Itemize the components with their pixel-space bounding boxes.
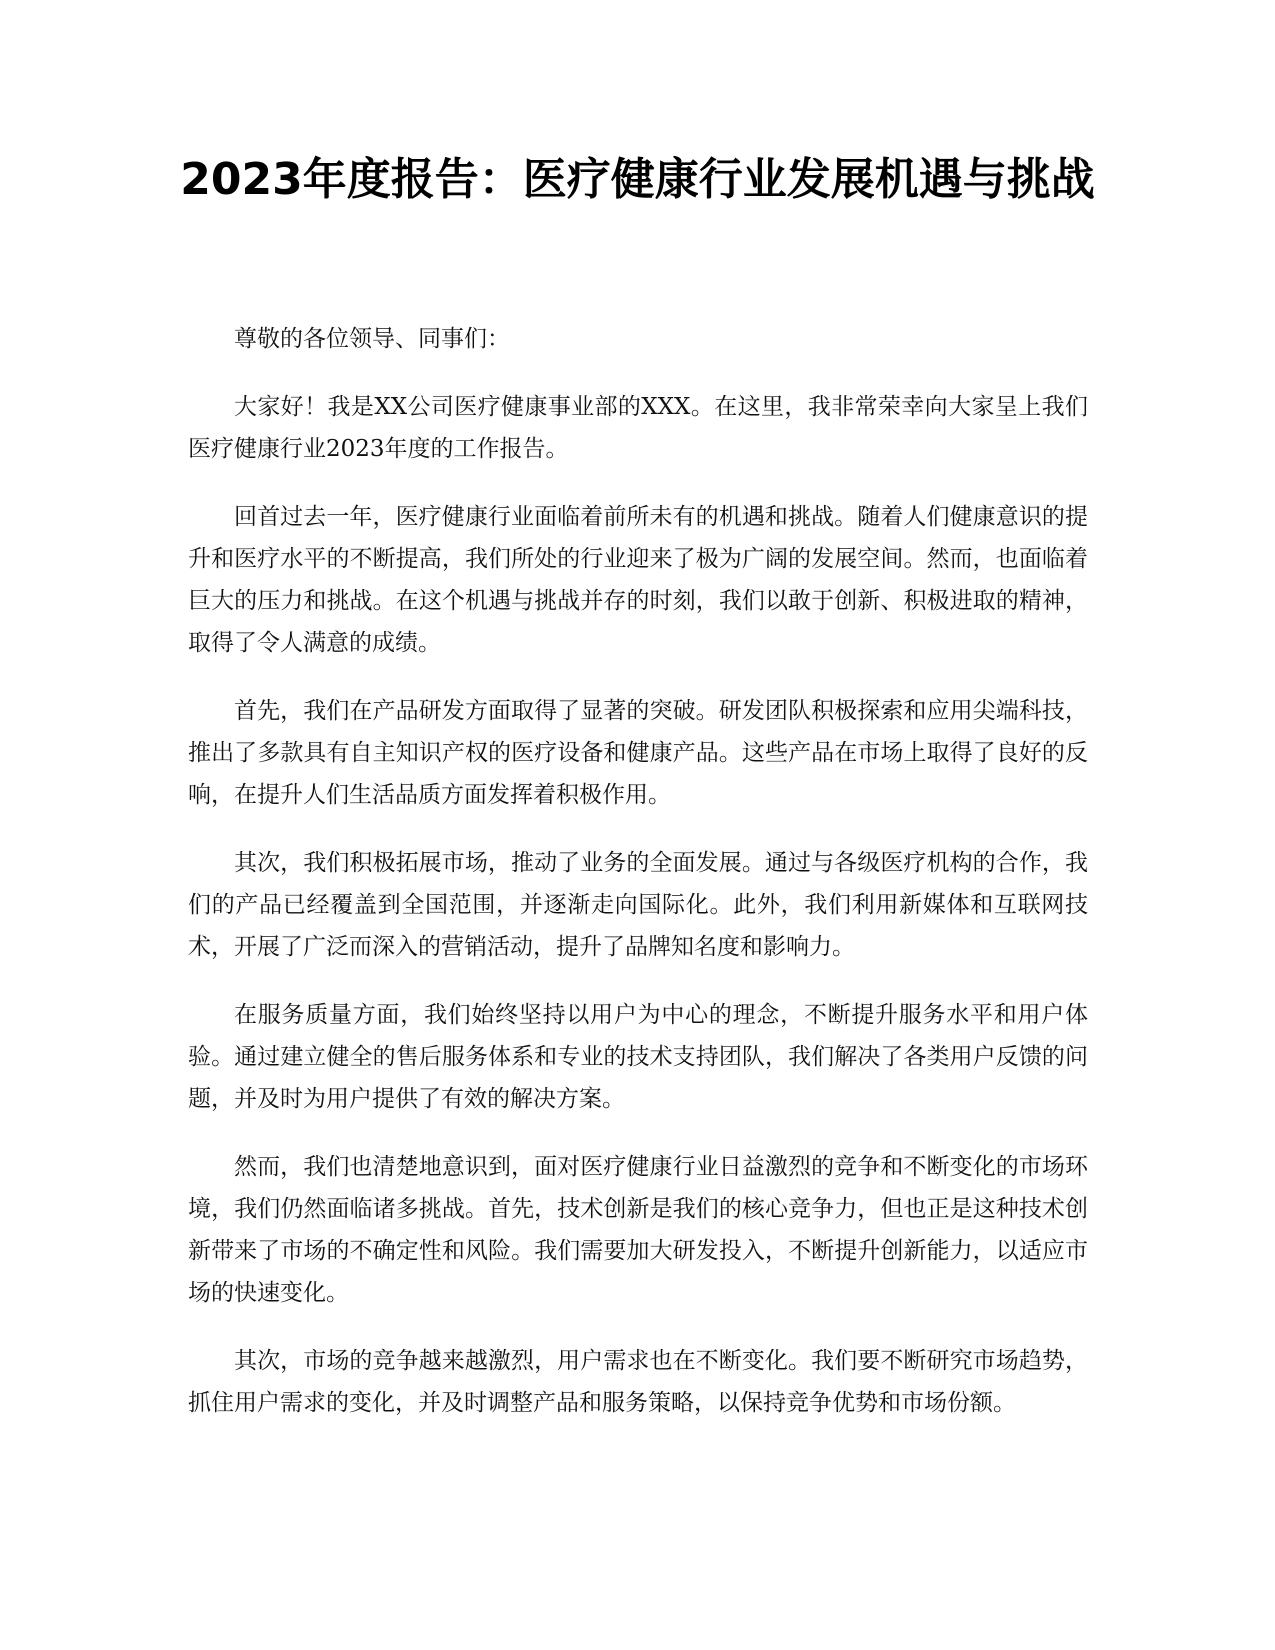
paragraph-greeting: 尊敬的各位领导、同事们： — [234, 326, 510, 352]
paragraph-introduction: 大家好！我是XX公司医疗健康事业部的XXX。在这里，我非常荣幸向大家呈上我们医疗健康行业2023年度的工作报告。 — [188, 394, 1088, 462]
paragraph-competition: 其次，市场的竞争越来越激烈，用户需求也在不断变化。我们要不断研究市场趋势，抓住用户需求的变化，并及时调整产品和服务策略，以保持竞争优势和市场份额。 — [188, 1348, 1088, 1416]
document-body — [188, 318, 1088, 1450]
paragraph-market-expansion: 其次，我们积极拓展市场，推动了业务的全面发展。通过与各级医疗机构的合作，我们的产品已经覆盖到全国范围，并逐渐走向国际化。此外，我们利用新媒体和互联网技术，开展了广泛而深入的营销活动，提升了品牌知名度和影响力。 — [188, 850, 1088, 960]
paragraph-service-quality: 在服务质量方面，我们始终坚持以用户为中心的理念，不断提升服务水平和用户体验。通过建立健全的售后服务体系和专业的技术支持团队，我们解决了各类用户反馈的问题，并及时为用户提供了有效的解决方案。 — [188, 1002, 1088, 1112]
paragraph-review: 回首过去一年，医疗健康行业面临着前所未有的机遇和挑战。随着人们健康意识的提升和医疗水平的不断提高，我们所处的行业迎来了极为广阔的发展空间。然而，也面临着巨大的压力和挑战。在这个机遇与挑战并存的时刻，我们以敢于创新、积极进取的精神，取得了令人满意的成绩。 — [188, 504, 1088, 656]
paragraph-product-rd: 首先，我们在产品研发方面取得了显著的突破。研发团队积极探索和应用尖端科技，推出了多款具有自主知识产权的医疗设备和健康产品。这些产品在市场上取得了良好的反响，在提升人们生活品质方面发挥着积极作用。 — [188, 698, 1088, 808]
document-title: 2023年度报告：医疗健康行业发展机遇与挑战 — [180, 154, 1095, 205]
paragraph-challenges: 然而，我们也清楚地意识到，面对医疗健康行业日益激烈的竞争和不断变化的市场环境，我们仍然面临诸多挑战。首先，技术创新是我们的核心竞争力，但也正是这种技术创新带来了市场的不确定性和风险。我们需要加大研发投入，不断提升创新能力，以适应市场的快速变化。 — [188, 1154, 1088, 1306]
